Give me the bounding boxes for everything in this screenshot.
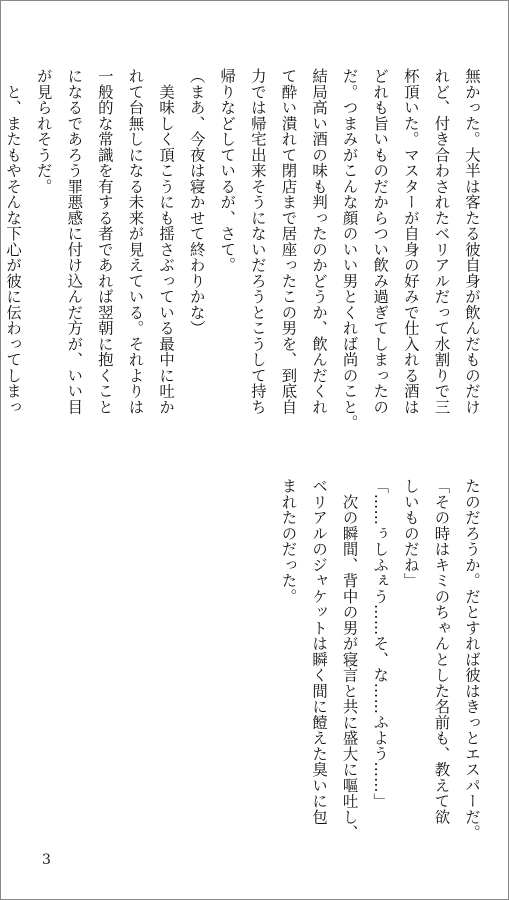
text-column: 美味しく頂こうにも揺さぶっている最中に吐か: [157, 68, 176, 415]
text-column: 「その時はキミのちゃんとした名前も、教えて欲: [432, 478, 451, 825]
text-column: まれたのだった。: [279, 478, 298, 604]
text-column: 力では帰宅出来そうにないだろうとこうして持ち: [248, 68, 267, 415]
text-column: 一般的な常識を有する者であれば翌朝に抱くこと: [95, 68, 114, 415]
text-column: 結局高い酒の味も判ったのかどうか、飲んだくれ: [310, 68, 329, 415]
page-number: 3: [42, 852, 51, 868]
text-column: たのだろうか。だとすれば彼はきっとエスパーだ。: [463, 478, 481, 841]
text-column: れど、付き合わされたベリアルだって水割りで三: [432, 68, 451, 415]
text-column: になるであろう罪悪感に付け込んだ方が、いい目: [65, 68, 84, 415]
text-column: ベリアルのジャケットは瞬く間に饐えた臭いに包: [310, 478, 329, 825]
text-column: （まあ、今夜は寝かせて終わりかな）: [187, 68, 206, 336]
text-column: れて台無しになる未来が見えている。それよりは: [126, 68, 145, 415]
body-text-lower: [263, 478, 487, 841]
body-text-upper: [4, 68, 487, 473]
text-column: 帰りなどしているが、さて。: [218, 68, 237, 273]
text-column: 杯頂いた。マスターが自身の好みで仕入れる酒は: [401, 68, 420, 415]
text-column: どれも旨いものだからつい飲み過ぎてしまったの: [371, 68, 390, 415]
text-column: 「……ぅしふぇう……そ、な……ふよう……」: [371, 478, 390, 809]
text-column: て酔い潰れて閉店まで居座ったこの男を、到底自: [279, 68, 298, 415]
text-column: だ。つまみがこんな顔のいい男とくれば尚のこと。: [340, 68, 359, 431]
text-column: と、またもやそんな下心が彼に伝わってしまっ: [4, 68, 23, 415]
text-column: 次の瞬間、背中の男が寝言と共に盛大に嘔吐し、: [340, 478, 359, 841]
text-column: 無かった。大半は客たる彼自身が飲んだものだけ: [463, 68, 481, 415]
text-column: しいものだね」: [401, 478, 420, 589]
text-column: が見られそうだ。: [34, 68, 53, 194]
